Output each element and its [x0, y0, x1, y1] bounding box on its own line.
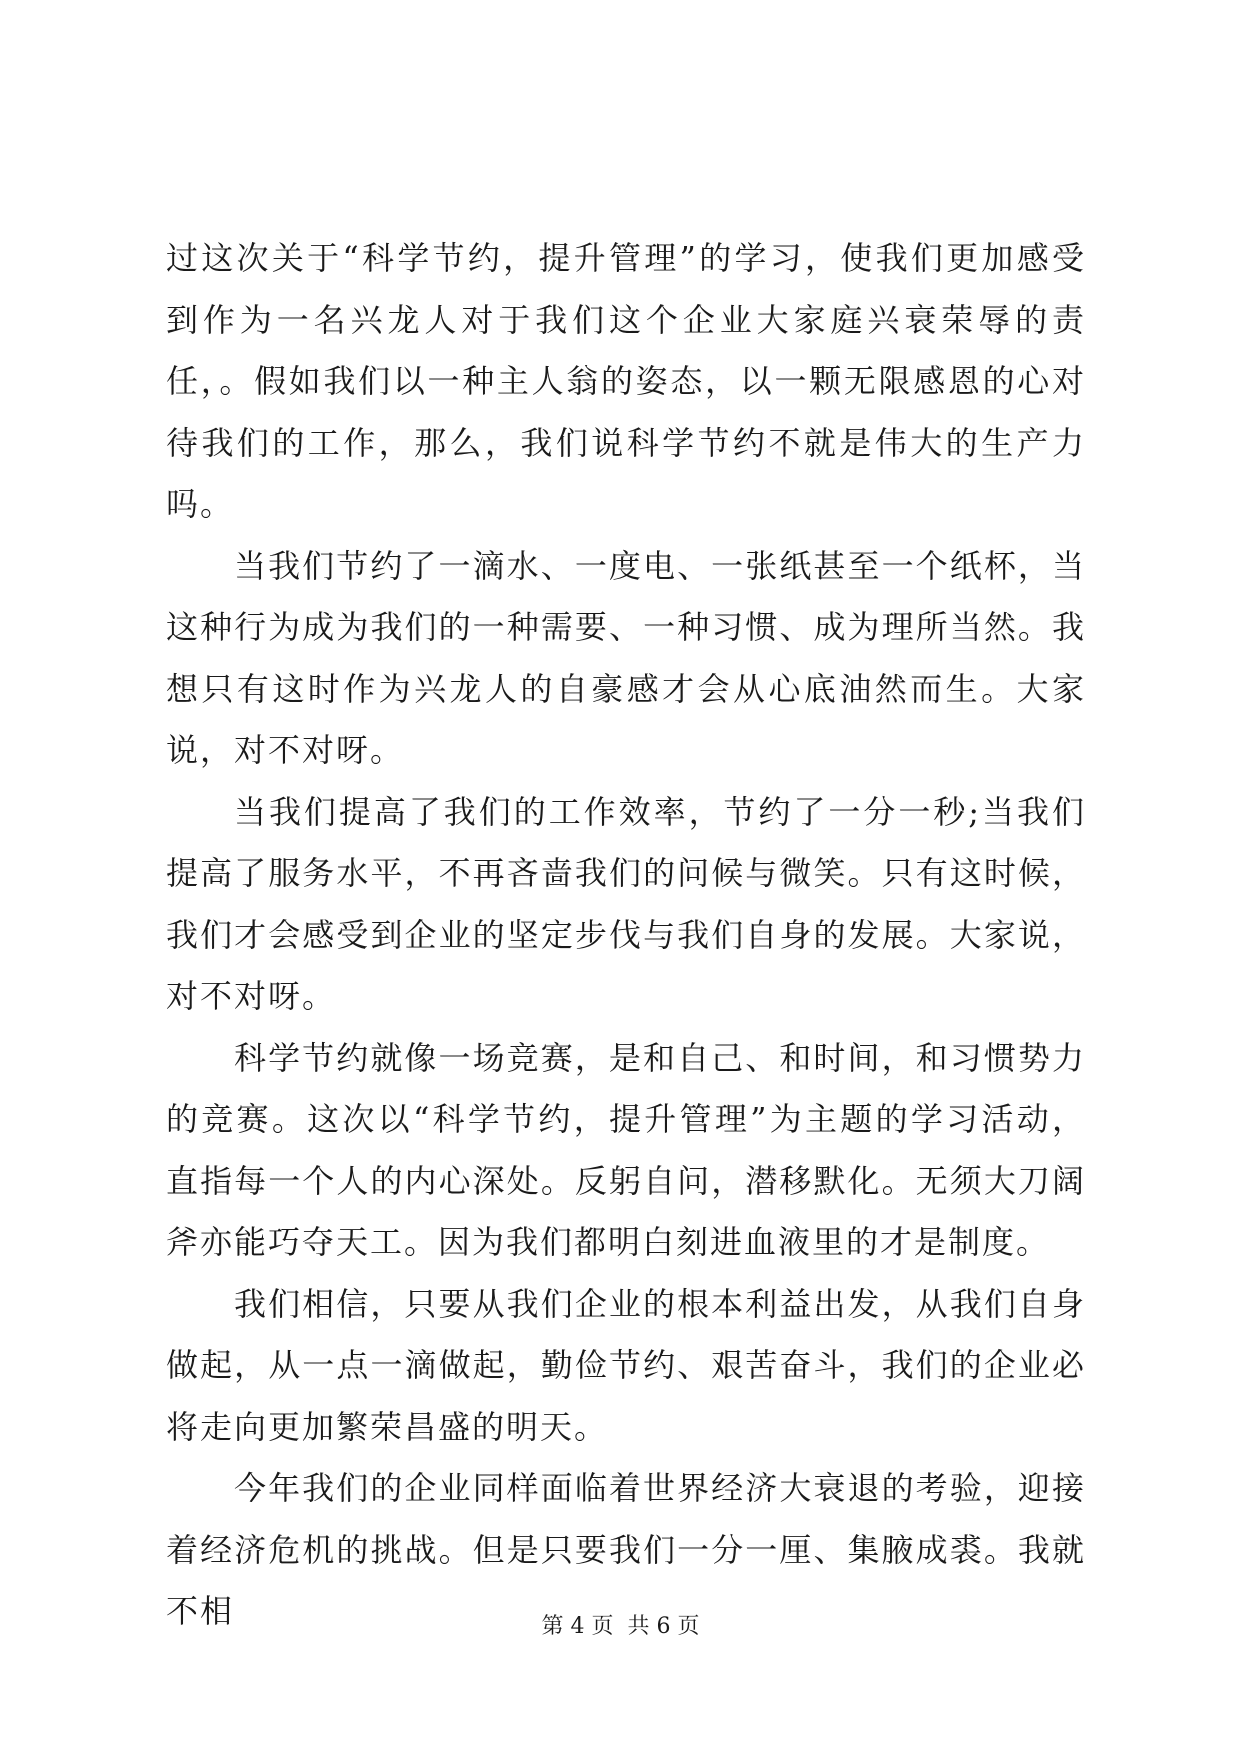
paragraph-belief: 我们相信，只要从我们企业的根本利益出发，从我们自身做起，从一点一滴做起，勤俭节约、艰苦奋斗，我们的企业必将走向更加繁荣昌盛的明天。: [166, 1284, 1086, 1446]
paragraph-water-electricity: 当我们节约了一滴水、一度电、一张纸甚至一个纸杯，当这种行为成为我们的一种需要、一种习惯、成为理所当然。我想只有这时作为兴龙人的自豪感才会从心底油然而生。大家说，对不对呀。: [166, 546, 1086, 769]
page-number-footer: 第 4 页 共 6 页: [541, 1614, 700, 1639]
body-text: [166, 228, 1086, 1643]
paragraph-efficiency: 当我们提高了我们的工作效率，节约了一分一秒;当我们提高了服务水平，不再吝啬我们的问候与微笑。只有这时候，我们才会感受到企业的坚定步伐与我们自身的发展。大家说，对不对呀。: [166, 792, 1086, 1015]
paragraph-competition: 科学节约就像一场竞赛，是和自己、和时间，和习惯势力的竞赛。这次以“科学节约，提升管理”为主题的学习活动，直指每一个人的内心深处。反躬自问，潜移默化。无须大刀阔斧亦能巧夺天工。因为我们都明白刻进血液里的才是制度。: [166, 1038, 1086, 1261]
paragraph-economic-challenge: 今年我们的企业同样面临着世界经济大衰退的考验，迎接着经济危机的挑战。但是只要我们一分一厘、集腋成裘。我就不相: [166, 1469, 1086, 1630]
paragraph-continuation: 过这次关于“科学节约，提升管理”的学习，使我们更加感受到作为一名兴龙人对于我们这个企业大家庭兴衰荣辱的责任，。假如我们以一种主人翁的姿态，以一颗无限感恩的心对待我们的工作，那么，我们说科学节约不就是伟大的生产力吗。: [166, 239, 1086, 523]
